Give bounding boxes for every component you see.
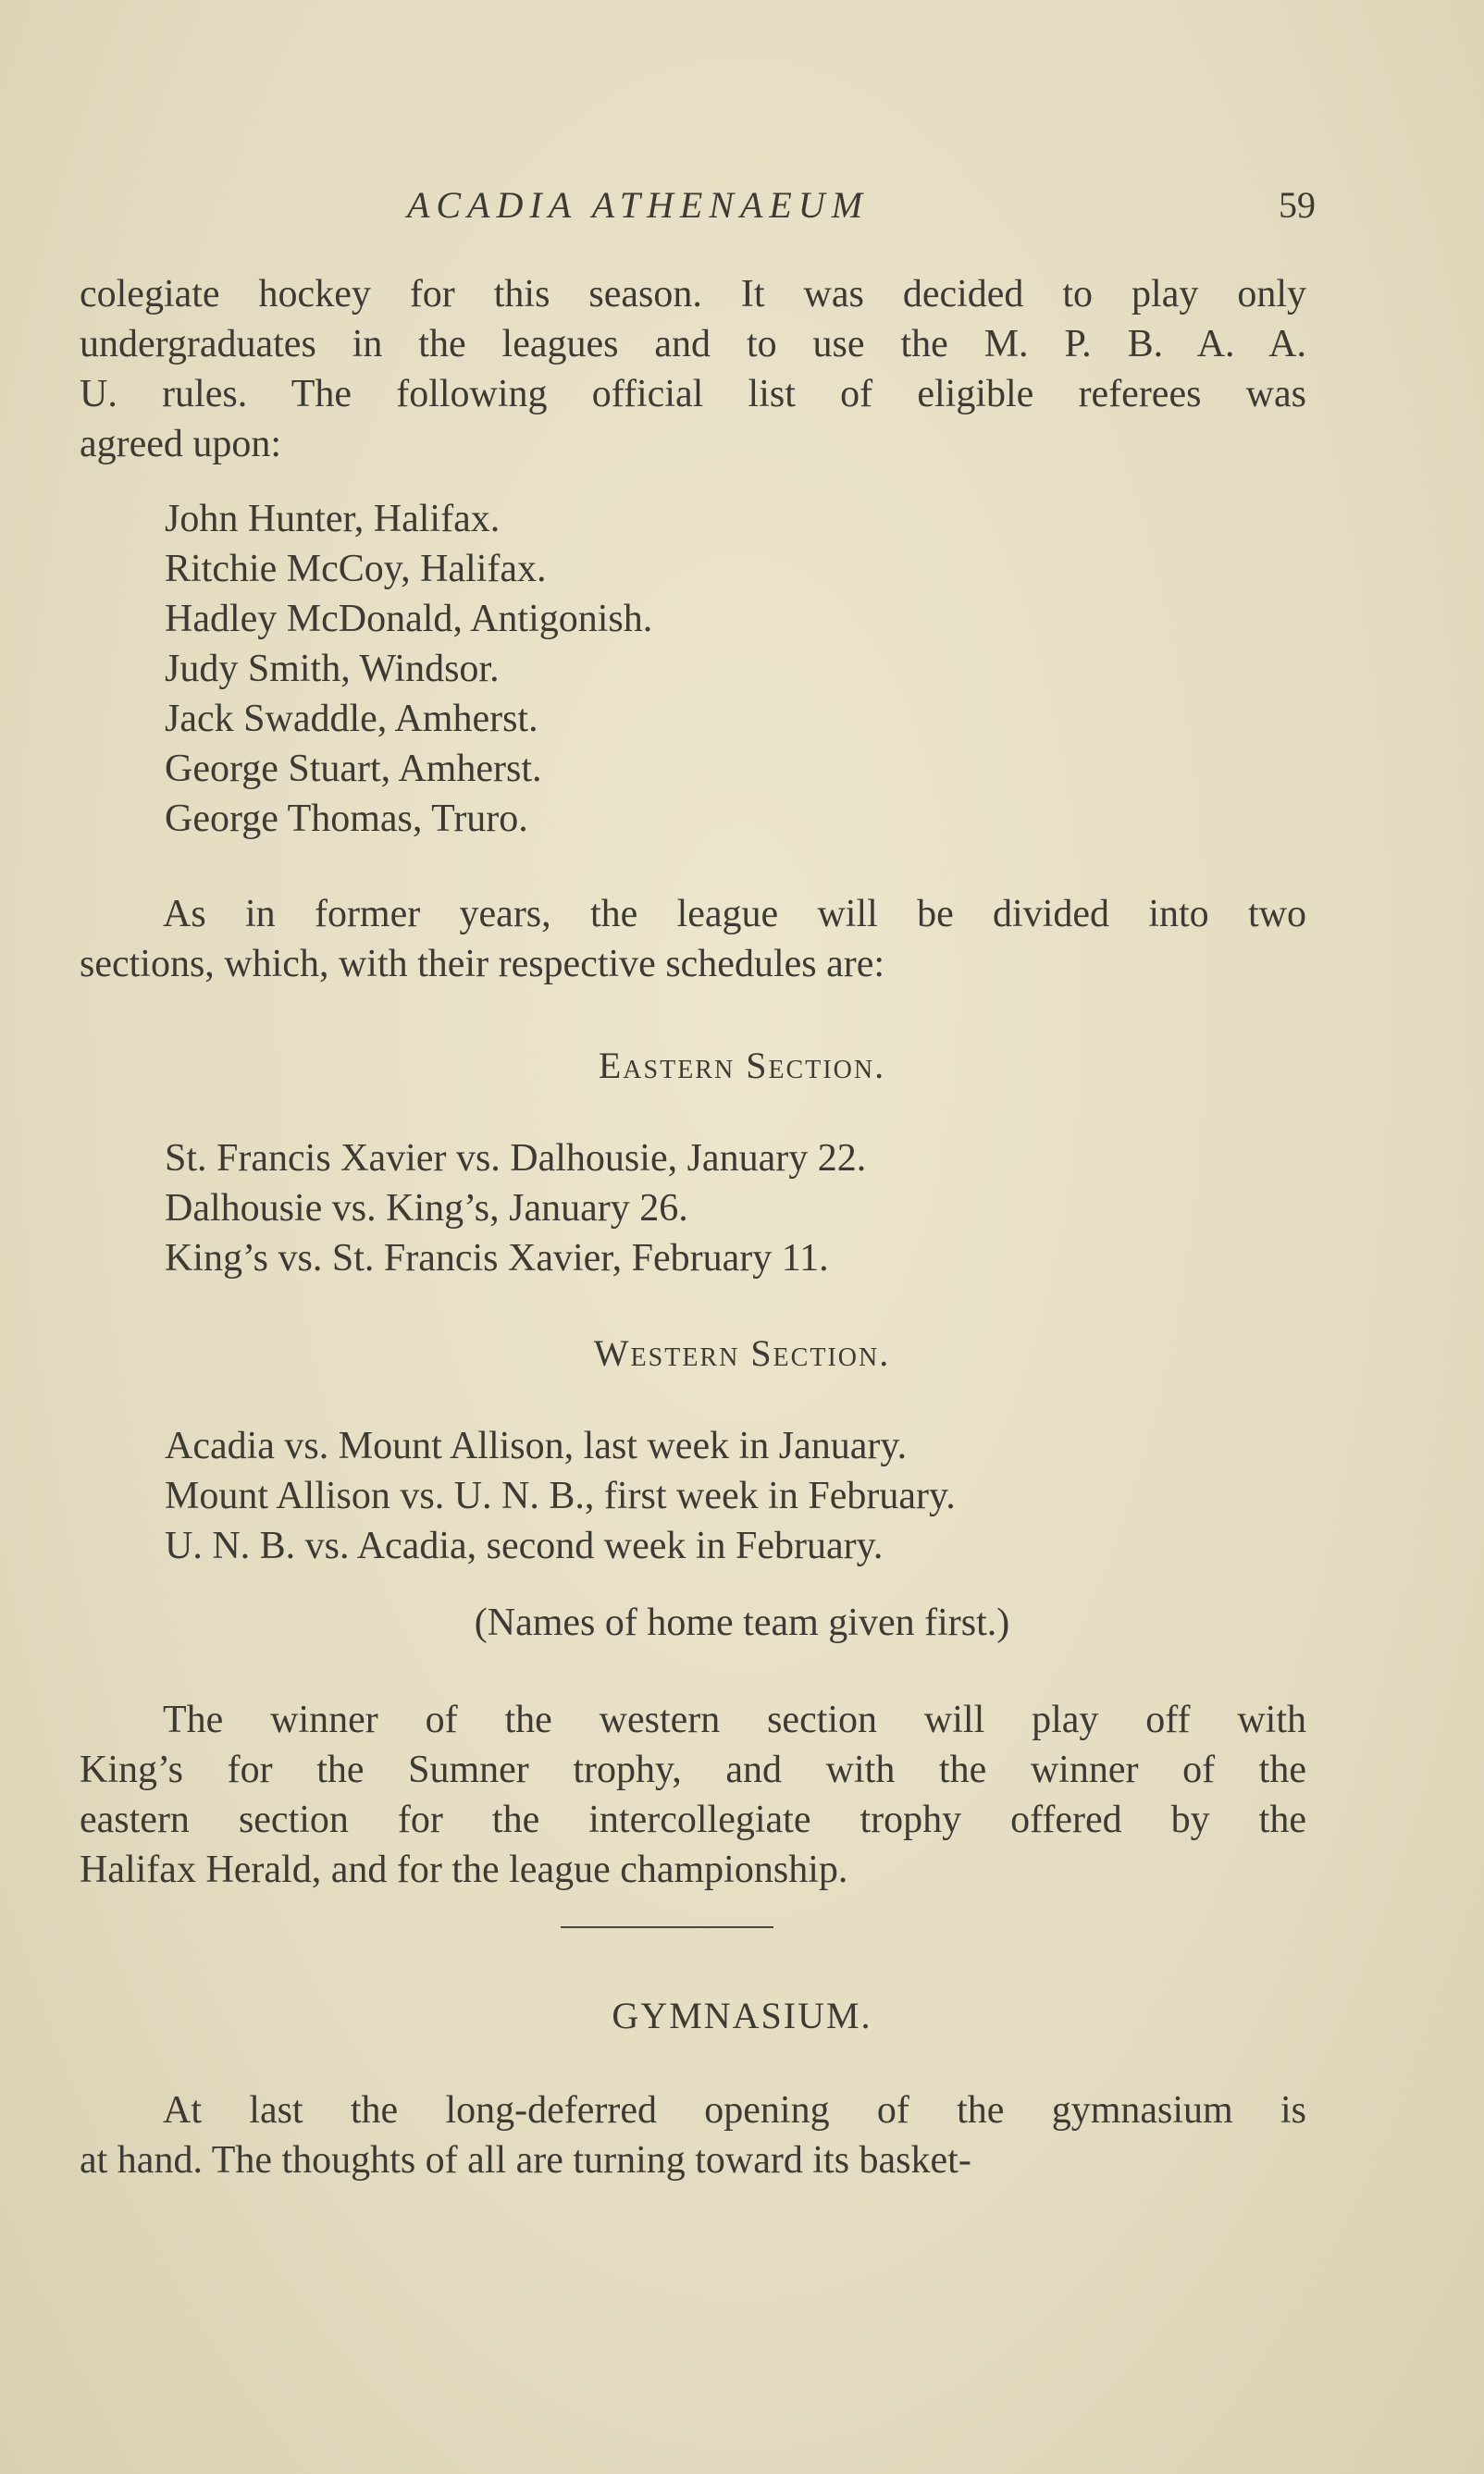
running-header [0,183,1484,239]
text-line: agreed upon: [80,423,282,465]
text-line: As in former years, the league will be divided into two [163,893,1306,935]
gymnasium-heading: GYMNASIUM. [612,1995,872,2036]
text-line: sections, which, with their respective schedules are: [80,943,885,985]
game-item: St. Francis Xavier vs. Dalhousie, January 22. [165,1137,867,1180]
text-line: U. rules. The following official list of eligible referees was [80,373,1306,415]
game-item: King’s vs. St. Francis Xavier, February 11. [165,1237,829,1280]
text-line: King’s for the Sumner trophy, and with the winner of the [80,1749,1306,1791]
page-number: 59 [1279,184,1316,226]
section-divider [561,1926,773,1928]
text-line: colegiate hockey for this season. It was decided to play only [80,273,1306,315]
eastern-section-heading: Eastern Section. [598,1045,886,1086]
winner-paragraph [80,1695,1306,1895]
divisions-paragraph [80,889,1306,989]
game-item: Mount Allison vs. U. N. B., first week in February. [165,1475,956,1517]
text-line: The winner of the western section will play off with [163,1699,1306,1741]
western-schedule [165,1421,956,1571]
opening-paragraph [80,269,1306,469]
referee-item: Hadley McDonald, Antigonish. [165,598,653,640]
eastern-schedule [165,1133,866,1283]
referee-item: George Thomas, Truro. [165,798,528,840]
game-item: Dalhousie vs. King’s, January 26. [165,1187,688,1230]
text-line: at hand. The thoughts of all are turning toward its basket- [80,2139,971,2182]
game-item: U. N. B. vs. Acadia, second week in February. [165,1525,884,1567]
referee-item: Judy Smith, Windsor. [165,648,500,690]
home-team-note: (Names of home team given first.) [474,1602,1010,1644]
referee-item: George Stuart, Amherst. [165,748,542,790]
game-item: Acadia vs. Mount Allison, last week in January. [165,1425,908,1467]
text-line: undergraduates in the leagues and to use the M. P. B. A. A. [80,323,1306,365]
text-line: Halifax Herald, and for the league championship. [80,1849,848,1891]
referee-item: Jack Swaddle, Amherst. [165,698,538,740]
running-title: ACADIA ATHENAEUM [407,184,870,226]
gymnasium-paragraph [80,2085,1306,2185]
western-section-heading: Western Section. [593,1332,891,1374]
referee-item: Ritchie McCoy, Halifax. [165,548,547,590]
text-line: At last the long-deferred opening of the gymnasium is [163,2089,1306,2132]
text-line: eastern section for the intercollegiate trophy offered by the [80,1799,1306,1841]
referee-item: John Hunter, Halifax. [165,498,501,540]
referee-list [165,494,652,844]
